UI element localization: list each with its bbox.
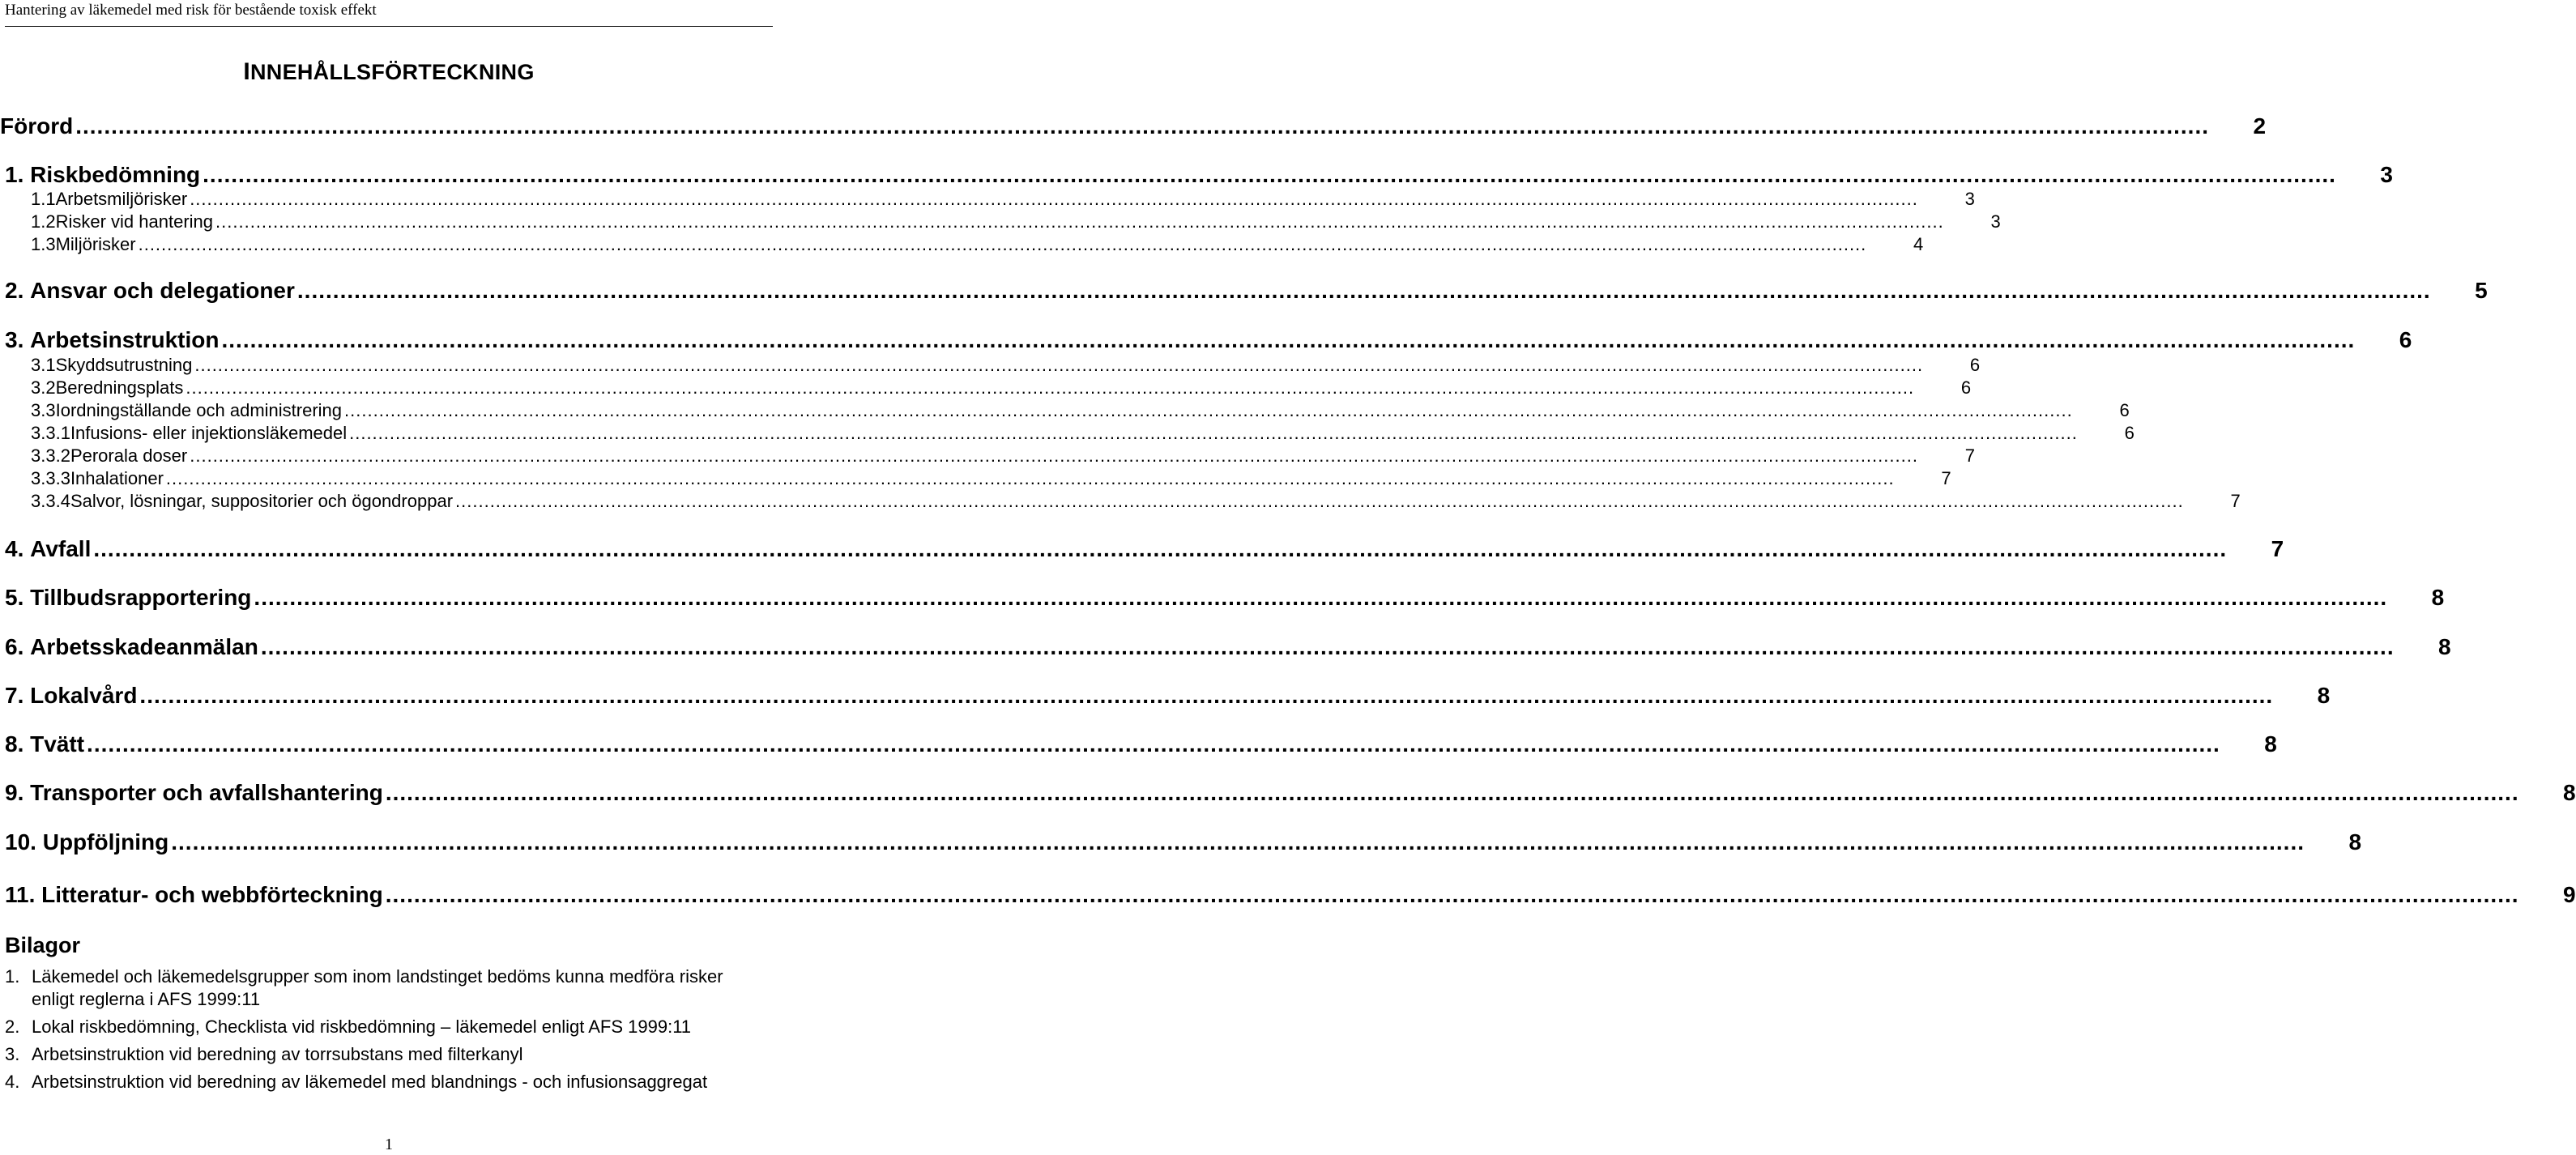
toc-entry-8[interactable] [0, 731, 2277, 757]
dot-leader: ............................................................................................................................................................................................................................................................................................................ [260, 634, 2395, 659]
toc-entry-label: Infusions- eller injektionsläkemedel [70, 423, 348, 443]
dot-leader: ............................................................................................................................................................................................................................................................................................................ [93, 536, 2228, 561]
toc-entry-3-3-3[interactable] [0, 468, 1951, 489]
toc-entry-1-1[interactable] [0, 189, 1975, 210]
toc-entry-6[interactable] [0, 634, 2451, 660]
toc-entry-number: 3.3.1 [31, 423, 70, 443]
toc-entry-label: Salvor, lösningar, suppositorier och ögondroppar [70, 491, 454, 511]
appendix-text: Lokal riskbedömning, Checklista vid riskbedömning – läkemedel enligt AFS 1999:11 [32, 1016, 692, 1037]
dot-leader: ............................................................................................................................................................................................................................................................................................................ [139, 683, 2274, 708]
appendix-text: Läkemedel och läkemedelsgrupper som inom landstinget bedöms kunna medföra risker enligt reglerna i AFS 1999:11 [32, 966, 723, 1009]
appendix-item-4[interactable] [5, 1071, 766, 1093]
toc-entry-3[interactable] [0, 327, 2412, 353]
toc-entry-number: 7. [5, 683, 24, 708]
toc-entry-page: 3 [2380, 162, 2393, 187]
toc-entry-3-1[interactable] [0, 355, 1981, 376]
dot-leader: ............................................................................................................................................................................................................................................................................................................ [194, 355, 1924, 375]
dot-leader: ............................................................................................................................................................................................................................................................................................................ [165, 468, 1895, 488]
toc-title-rest: NNEHÅLLSFÖRTECKNING [249, 60, 535, 84]
dot-leader: ............................................................................................................................................................................................................................................................................................................ [385, 882, 2519, 907]
toc-entry-page: 8 [2431, 585, 2445, 610]
toc-entry-3-3[interactable] [0, 400, 2130, 421]
toc-entry-number: 3.3.2 [31, 445, 70, 466]
dot-leader: ............................................................................................................................................................................................................................................................................................................ [87, 731, 2220, 757]
dot-leader: ............................................................................................................................................................................................................................................................................................................ [203, 162, 2336, 187]
dot-leader: ............................................................................................................................................................................................................................................................................................................ [75, 113, 2210, 139]
toc-entry-label: Förord [0, 113, 74, 139]
toc-entry-label: Inhalationer [70, 468, 164, 488]
toc-entry-page: 8 [2317, 683, 2331, 708]
toc-entry-3-3-2[interactable] [0, 445, 1975, 467]
appendix-item-1[interactable] [5, 965, 766, 1011]
dot-leader: ............................................................................................................................................................................................................................................................................................................ [344, 400, 2073, 420]
appendix-number: 2. [5, 1016, 20, 1037]
appendix-number: 1. [5, 966, 20, 987]
dot-leader: ............................................................................................................................................................................................................................................................................................................ [190, 445, 1918, 466]
toc-entry-2[interactable] [0, 278, 2488, 304]
toc-entry-3-3-4[interactable] [0, 491, 2241, 512]
appendix-text: Arbetsinstruktion vid beredning av läkemedel med blandnings - och infusionsaggregat [32, 1072, 708, 1092]
dot-leader: ............................................................................................................................................................................................................................................................................................................ [455, 491, 2184, 511]
toc-entry-page: 6 [2399, 327, 2412, 352]
toc-entry-7[interactable] [0, 683, 2331, 709]
toc-entry-1[interactable] [0, 162, 2393, 188]
toc-entry-1-2[interactable] [0, 211, 2001, 232]
toc-entry-label: Beredningsplats [55, 377, 184, 398]
toc-entry-page: 6 [1969, 355, 1981, 375]
toc-entry-number: 3.1 [31, 355, 56, 375]
toc-entry-page: 8 [2348, 829, 2362, 855]
toc-entry-number: 3.3 [31, 400, 56, 420]
toc-entry-label: Arbetsmiljörisker [55, 189, 188, 209]
toc-entry-page: 7 [2271, 536, 2284, 561]
toc-entry-label: Perorala doser [70, 445, 188, 466]
dot-leader: ............................................................................................................................................................................................................................................................................................................ [190, 189, 1918, 209]
appendix-item-3[interactable] [5, 1043, 766, 1066]
toc-entry-number: 5. [5, 585, 24, 610]
toc-entry-page: 9 [2562, 882, 2576, 907]
toc-entry-number: 1.2 [31, 211, 56, 232]
toc-entry-page: 2 [2253, 113, 2267, 139]
toc-entry-1-3[interactable] [0, 234, 1924, 255]
appendix-item-2[interactable] [5, 1016, 766, 1038]
dot-leader: ............................................................................................................................................................................................................................................................................................................ [385, 780, 2519, 805]
toc-entry-number: 8. [5, 731, 24, 757]
toc-entry-page: 8 [2563, 780, 2576, 805]
dot-leader: ............................................................................................................................................................................................................................................................................................................ [215, 211, 1944, 232]
dot-leader: ............................................................................................................................................................................................................................................................................................................ [171, 829, 2305, 855]
page-number: 1 [385, 1136, 393, 1153]
toc-entry-number: 4. [5, 536, 24, 561]
toc-entry-page: 3 [1964, 189, 1975, 209]
running-header [5, 2, 773, 27]
toc-entry-page: 5 [2475, 278, 2488, 303]
toc-entry-number: 9. [5, 780, 24, 805]
toc-entry-page: 7 [2230, 491, 2241, 511]
toc-entry-5[interactable] [0, 585, 2445, 611]
toc-entry-number: 3.3.3 [31, 468, 70, 488]
toc-entry-number: 11. [5, 882, 36, 907]
toc-title-initial: I [243, 58, 250, 85]
toc-entry-label: Transporter och avfallshantering [30, 780, 383, 805]
appendix-number: 3. [5, 1044, 20, 1064]
toc-entry-11[interactable] [0, 882, 2576, 908]
toc-entry-page: 7 [1941, 468, 1951, 488]
dot-leader: ............................................................................................................................................................................................................................................................................................................ [221, 327, 2356, 352]
toc-entry-label: Risker vid hantering [55, 211, 214, 232]
toc-entry-label: Arbetsskadeanmälan [30, 634, 258, 659]
toc-entry-page: 3 [1990, 211, 2001, 232]
dot-leader: ............................................................................................................................................................................................................................................................................................................ [349, 423, 2078, 443]
running-header-title: Hantering av läkemedel med risk för bestående toxisk effekt [5, 2, 377, 19]
appendix-heading: Bilagor [5, 933, 81, 957]
toc-entry-label: Avfall [30, 536, 92, 561]
toc-entry-number: 3.3.4 [31, 491, 70, 511]
toc-entry-label: Miljörisker [55, 234, 136, 254]
toc-entry-page: 6 [2119, 400, 2130, 420]
toc-entry-label: Litteratur- och webbförteckning [41, 882, 383, 907]
toc-entry-page: 6 [2124, 423, 2135, 443]
appendix-text: Arbetsinstruktion vid beredning av torrsubstans med filterkanyl [32, 1044, 523, 1064]
dot-leader: ............................................................................................................................................................................................................................................................................................................ [186, 377, 1915, 398]
toc-title [0, 58, 778, 86]
toc-entry-label: Tvätt [30, 731, 85, 757]
toc-entry-forord[interactable] [0, 113, 2267, 139]
dot-leader: ............................................................................................................................................................................................................................................................................................................ [254, 585, 2388, 610]
toc-entry-label: Tillbudsrapportering [30, 585, 252, 610]
toc-entry-label: Iordningställande och administrering [55, 400, 343, 420]
toc-entry-number: 6. [5, 634, 24, 659]
toc-entry-3-3-1[interactable] [0, 423, 2135, 444]
toc-entry-number: 1. [5, 162, 24, 187]
toc-entry-10[interactable] [0, 829, 2362, 855]
toc-entry-label: Uppföljning [42, 829, 169, 855]
toc-entry-label: Arbetsinstruktion [30, 327, 220, 352]
toc-entry-page: 8 [2264, 731, 2277, 757]
toc-entry-number: 3. [5, 327, 24, 352]
toc-entry-4[interactable] [0, 536, 2284, 562]
appendix-number: 4. [5, 1072, 20, 1092]
toc-entry-page: 7 [1964, 445, 1975, 466]
toc-entry-number: 2. [5, 278, 24, 303]
toc-entry-label: Ansvar och delegationer [30, 278, 295, 303]
toc-entry-label: Riskbedömning [30, 162, 201, 187]
toc-entry-number: 1.3 [31, 234, 56, 254]
toc-entry-9[interactable] [0, 780, 2576, 806]
toc-entry-number: 1.1 [31, 189, 56, 209]
toc-entry-number: 3.2 [31, 377, 56, 398]
toc-entry-page: 4 [1913, 234, 1924, 254]
toc-entry-number: 10. [5, 829, 36, 855]
toc-entry-label: Skyddsutrustning [55, 355, 193, 375]
toc-entry-page: 6 [1960, 377, 1972, 398]
toc-entry-label: Lokalvård [30, 683, 138, 708]
dot-leader: ............................................................................................................................................................................................................................................................................................................ [138, 234, 1867, 254]
toc-entry-3-2[interactable] [0, 377, 1972, 398]
dot-leader: ............................................................................................................................................................................................................................................................................................................ [296, 278, 2431, 303]
toc-entry-page: 8 [2438, 634, 2451, 659]
